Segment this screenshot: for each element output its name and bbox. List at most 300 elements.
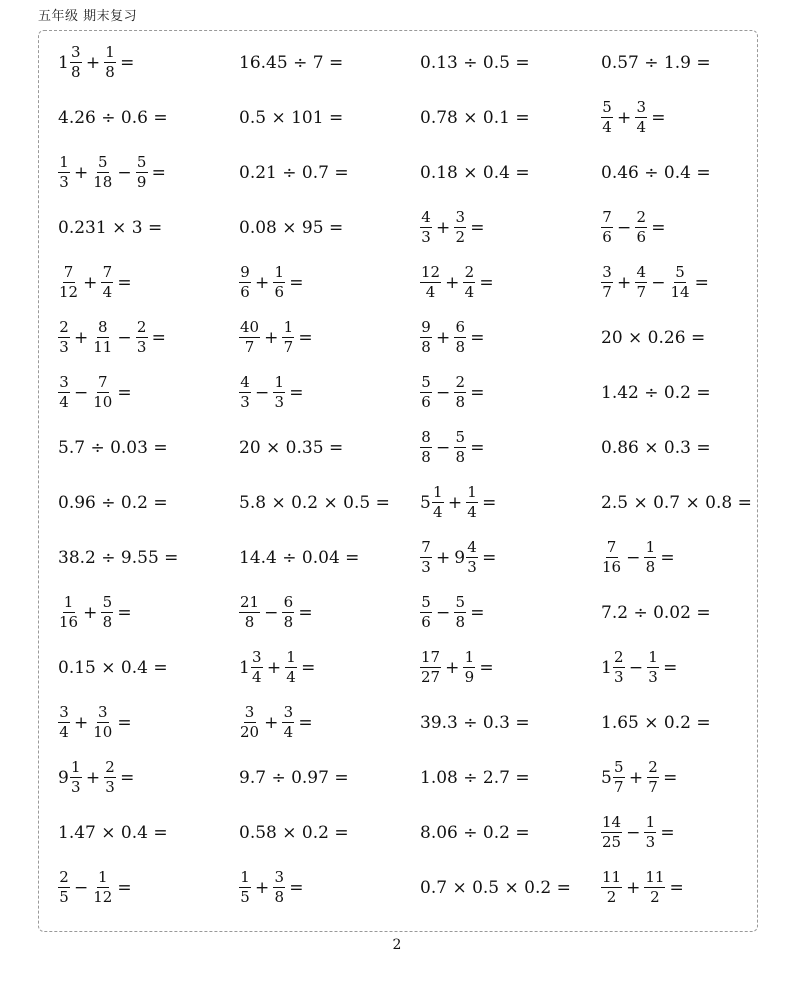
fraction [239, 319, 260, 357]
problem-cell [601, 145, 761, 200]
fraction-numerator: 3 [273, 869, 285, 888]
operator: = [470, 327, 485, 348]
problem-cell [420, 640, 601, 695]
problem-cell [58, 255, 239, 310]
fraction-numerator: 1 [432, 484, 444, 503]
fraction [647, 759, 659, 797]
expression-text: 1.42 ÷ 0.2 = [601, 382, 711, 403]
whole-number: 5 [601, 767, 612, 788]
operator: + [266, 657, 282, 678]
expression-text: 1.47 × 0.4 = [58, 822, 168, 843]
fraction-denominator: 3 [614, 668, 624, 686]
fraction [273, 374, 285, 412]
fraction [92, 374, 113, 412]
operator: = [289, 877, 304, 898]
fraction [420, 374, 432, 412]
fraction-denominator: 16 [59, 613, 79, 631]
operator: − [74, 382, 89, 403]
fraction-denominator: 12 [93, 888, 113, 906]
fraction-denominator: 8 [455, 338, 466, 356]
header-title: 五年级 期末复习 [38, 9, 138, 24]
operator: − [436, 602, 451, 623]
fraction [282, 594, 294, 632]
fraction-numerator: 2 [647, 759, 659, 778]
fraction-denominator: 4 [286, 668, 296, 686]
operator: + [445, 272, 460, 293]
fraction-numerator: 2 [613, 649, 625, 668]
fraction [70, 759, 82, 797]
fraction [58, 319, 70, 357]
expression-text: 0.96 ÷ 0.2 = [58, 492, 168, 513]
operator: = [663, 767, 678, 788]
problem-cell [239, 90, 420, 145]
expression-text: 0.13 ÷ 0.5 = [420, 52, 530, 73]
problem-cell [420, 475, 601, 530]
fraction-numerator: 1 [104, 44, 116, 63]
fraction-numerator: 1 [644, 539, 656, 558]
operator: + [74, 162, 89, 183]
operator: + [436, 327, 451, 348]
fraction-numerator: 2 [58, 319, 70, 338]
problem-cell [58, 695, 239, 750]
operator: − [264, 602, 279, 623]
fraction-denominator: 8 [421, 448, 431, 466]
problem-cell [239, 310, 420, 365]
expression-text: 0.86 × 0.3 = [601, 437, 711, 458]
fraction-denominator: 6 [602, 228, 612, 246]
fraction [101, 594, 113, 632]
fraction-numerator: 4 [239, 374, 251, 393]
problem-cell [420, 585, 601, 640]
fraction-numerator: 3 [58, 374, 70, 393]
fraction-numerator: 8 [420, 429, 432, 448]
fraction-denominator: 8 [421, 338, 431, 356]
operator: − [651, 272, 666, 293]
problem-cell [239, 530, 420, 585]
operator: = [120, 767, 135, 788]
fraction [58, 594, 79, 632]
fraction-denominator: 3 [136, 338, 147, 356]
operator: + [83, 272, 98, 293]
operator: − [255, 382, 270, 403]
operator: = [470, 437, 485, 458]
fraction [58, 154, 70, 192]
expression-text: 9.7 ÷ 0.97 = [239, 767, 349, 788]
fraction-numerator: 1 [647, 649, 659, 668]
whole-number: 1 [239, 657, 250, 678]
operator: = [651, 107, 666, 128]
operator: = [117, 602, 132, 623]
fraction-numerator: 1 [239, 869, 251, 888]
fraction [285, 649, 297, 687]
fraction [420, 649, 441, 687]
fraction-numerator: 5 [101, 594, 113, 613]
problem-cell [58, 310, 239, 365]
operator: = [660, 822, 675, 843]
fraction-denominator: 7 [602, 283, 612, 301]
fraction-numerator: 1 [644, 814, 656, 833]
fraction [282, 319, 294, 357]
fraction-denominator: 3 [105, 778, 115, 796]
problem-cell [58, 640, 239, 695]
fraction-numerator: 5 [420, 594, 432, 613]
fraction-numerator: 1 [273, 374, 285, 393]
fraction [647, 649, 659, 687]
problem-cell [420, 805, 601, 860]
operator: = [298, 602, 313, 623]
problem-cell [420, 310, 601, 365]
fraction-numerator: 4 [635, 264, 647, 283]
operator: + [264, 712, 279, 733]
operator: + [255, 272, 270, 293]
fraction-denominator: 18 [93, 173, 113, 191]
fraction-numerator: 1 [282, 319, 294, 338]
problem-cell [58, 420, 239, 475]
problem-cell [58, 365, 239, 420]
fraction-denominator: 3 [274, 393, 285, 411]
fraction [635, 264, 647, 302]
problem-cell [239, 640, 420, 695]
problem-cell [239, 860, 420, 915]
fraction [644, 814, 656, 852]
fraction-denominator: 3 [421, 558, 431, 576]
fraction [58, 374, 70, 412]
problem-cell [239, 365, 420, 420]
problem-cell [601, 475, 761, 530]
expression-text: 16.45 ÷ 7 = [239, 52, 344, 73]
fraction-numerator: 40 [239, 319, 260, 338]
fraction [613, 759, 625, 797]
fraction [463, 264, 475, 302]
expression-text: 0.5 × 101 = [239, 107, 344, 128]
fraction-denominator: 14 [670, 283, 690, 301]
problem-cell [58, 860, 239, 915]
fraction-numerator: 1 [285, 649, 297, 668]
fraction-numerator: 17 [420, 649, 441, 668]
fraction [282, 704, 294, 742]
problem-cell [239, 475, 420, 530]
page-number: 2 [392, 937, 402, 953]
whole-number: 9 [454, 547, 466, 568]
fraction-denominator: 25 [602, 833, 622, 851]
fraction-numerator: 5 [674, 264, 686, 283]
fraction-denominator: 12 [59, 283, 79, 301]
fraction [635, 209, 647, 247]
operator: − [617, 217, 632, 238]
operator: = [482, 547, 497, 568]
problem-cell [58, 750, 239, 805]
fraction-numerator: 2 [58, 869, 70, 888]
fraction-numerator: 4 [466, 539, 478, 558]
fraction-numerator: 12 [420, 264, 441, 283]
fraction-denominator: 10 [93, 723, 113, 741]
fraction [92, 154, 113, 192]
fraction [635, 99, 647, 137]
fraction [92, 704, 113, 742]
fraction-denominator: 6 [636, 228, 647, 246]
expression-text: 0.08 × 95 = [239, 217, 344, 238]
fraction-denominator: 4 [252, 668, 262, 686]
fraction-denominator: 8 [455, 448, 466, 466]
whole-number: 1 [601, 657, 612, 678]
operator: = [298, 712, 313, 733]
operator: = [117, 272, 132, 293]
problem-cell [601, 255, 761, 310]
fraction [601, 209, 613, 247]
fraction [239, 374, 251, 412]
fraction-numerator: 6 [282, 594, 294, 613]
operator: + [445, 657, 460, 678]
fraction-denominator: 8 [274, 888, 285, 906]
operator: + [83, 602, 98, 623]
fraction-denominator: 3 [240, 393, 250, 411]
operator: − [117, 162, 132, 183]
problem-cell [420, 35, 601, 90]
expression-text: 8.06 ÷ 0.2 = [420, 822, 530, 843]
fraction [432, 484, 444, 522]
operator: − [626, 547, 641, 568]
operator: = [301, 657, 316, 678]
fraction [601, 814, 622, 852]
fraction-numerator: 2 [454, 374, 466, 393]
fraction [644, 869, 665, 907]
fraction [58, 704, 70, 742]
fraction [101, 264, 113, 302]
operator: = [117, 877, 132, 898]
expression-text: 14.4 ÷ 0.04 = [239, 547, 360, 568]
operator: + [626, 877, 641, 898]
fraction [420, 319, 432, 357]
fraction-denominator: 3 [648, 668, 658, 686]
operator: = [482, 492, 497, 513]
operator: − [628, 657, 644, 678]
fraction-denominator: 8 [283, 613, 294, 631]
problem-cell [239, 35, 420, 90]
operator: = [117, 712, 132, 733]
fraction [420, 429, 432, 467]
fraction-denominator: 2 [455, 228, 466, 246]
fraction [251, 649, 263, 687]
expression-text: 4.26 ÷ 0.6 = [58, 107, 168, 128]
fraction-denominator: 3 [645, 833, 656, 851]
problem-cell [420, 365, 601, 420]
fraction-numerator: 3 [244, 704, 256, 723]
fraction-numerator: 1 [463, 649, 475, 668]
expression-text: 39.3 ÷ 0.3 = [420, 712, 530, 733]
fraction-numerator: 1 [273, 264, 285, 283]
fraction-numerator: 3 [58, 704, 70, 723]
fraction [104, 44, 116, 82]
problem-cell [58, 35, 239, 90]
problem-cell [58, 475, 239, 530]
fraction-numerator: 11 [601, 869, 622, 888]
problem-cell [420, 145, 601, 200]
fraction-numerator: 5 [420, 374, 432, 393]
fraction-numerator: 3 [251, 649, 263, 668]
fraction-numerator: 1 [58, 154, 70, 173]
problem-cell [420, 750, 601, 805]
expression-text: 1.65 × 0.2 = [601, 712, 711, 733]
operator: = [470, 217, 485, 238]
operator: = [479, 272, 494, 293]
expression-text: 5.8 × 0.2 × 0.5 = [239, 492, 390, 513]
fraction-denominator: 3 [467, 558, 477, 576]
fraction [463, 649, 475, 687]
operator: + [436, 217, 451, 238]
operator: = [694, 272, 709, 293]
operator: = [669, 877, 684, 898]
fraction-numerator: 3 [70, 44, 82, 63]
fraction-denominator: 6 [421, 613, 431, 631]
fraction-numerator: 9 [420, 319, 432, 338]
fraction [420, 209, 432, 247]
fraction-numerator: 2 [635, 209, 647, 228]
fraction [136, 319, 148, 357]
fraction [70, 44, 82, 82]
problem-cell [58, 200, 239, 255]
fraction-denominator: 4 [283, 723, 294, 741]
fraction [58, 264, 79, 302]
fraction-denominator: 8 [455, 613, 466, 631]
fraction-denominator: 8 [102, 613, 113, 631]
problem-cell [239, 695, 420, 750]
expression-text: 20 × 0.35 = [239, 437, 344, 458]
fraction [454, 594, 466, 632]
fraction-denominator: 4 [467, 503, 477, 521]
expression-text: 0.57 ÷ 1.9 = [601, 52, 711, 73]
fraction-denominator: 7 [636, 283, 647, 301]
page-header [38, 5, 137, 24]
operator: + [628, 767, 644, 788]
whole-number: 5 [420, 492, 431, 513]
fraction [644, 539, 656, 577]
fraction-numerator: 5 [454, 594, 466, 613]
problem-cell [420, 420, 601, 475]
operator: + [436, 547, 451, 568]
fraction [136, 154, 148, 192]
problem-cell [601, 35, 761, 90]
fraction-denominator: 5 [240, 888, 250, 906]
operator: − [117, 327, 132, 348]
problem-cell [58, 145, 239, 200]
fraction-numerator: 3 [635, 99, 647, 118]
whole-number: 9 [58, 767, 69, 788]
problem-cell [239, 585, 420, 640]
fraction-numerator: 1 [70, 759, 82, 778]
fraction-numerator: 6 [454, 319, 466, 338]
fraction-denominator: 8 [645, 558, 656, 576]
problem-cell [601, 750, 761, 805]
fraction-numerator: 3 [454, 209, 466, 228]
fraction-denominator: 7 [283, 338, 294, 356]
fraction [58, 869, 70, 907]
fraction-numerator: 2 [104, 759, 116, 778]
problem-cell [239, 420, 420, 475]
problem-cell [601, 310, 761, 365]
operator: + [85, 767, 101, 788]
fraction-numerator: 5 [454, 429, 466, 448]
fraction-numerator: 5 [613, 759, 625, 778]
fraction [601, 869, 622, 907]
operator: + [85, 52, 101, 73]
fraction-denominator: 8 [244, 613, 255, 631]
fraction-numerator: 1 [466, 484, 478, 503]
expression-text: 0.46 ÷ 0.4 = [601, 162, 711, 183]
fraction [239, 264, 251, 302]
fraction-denominator: 6 [421, 393, 431, 411]
expression-text: 0.78 × 0.1 = [420, 107, 530, 128]
fraction-numerator: 7 [97, 374, 109, 393]
fraction-denominator: 7 [648, 778, 658, 796]
fraction-numerator: 2 [463, 264, 475, 283]
expression-text: 1.08 ÷ 2.7 = [420, 767, 530, 788]
fraction-denominator: 4 [602, 118, 612, 136]
problem-cell [601, 585, 761, 640]
fraction-denominator: 3 [59, 173, 69, 191]
fraction-denominator: 8 [105, 63, 115, 81]
fraction [239, 704, 260, 742]
operator: − [436, 437, 451, 458]
fraction-denominator: 4 [425, 283, 436, 301]
fraction-numerator: 5 [601, 99, 613, 118]
fraction-denominator: 4 [464, 283, 475, 301]
fraction-denominator: 9 [136, 173, 147, 191]
expression-text: 0.15 × 0.4 = [58, 657, 168, 678]
operator: = [651, 217, 666, 238]
fraction-denominator: 4 [59, 723, 69, 741]
expression-text: 38.2 ÷ 9.55 = [58, 547, 179, 568]
fraction-denominator: 6 [240, 283, 250, 301]
fraction [454, 374, 466, 412]
fraction [670, 264, 691, 302]
expression-text: 2.5 × 0.7 × 0.8 = [601, 492, 752, 513]
operator: = [117, 382, 132, 403]
problems-grid [58, 35, 761, 915]
fraction-numerator: 7 [420, 539, 432, 558]
fraction [92, 869, 113, 907]
fraction [601, 264, 613, 302]
fraction-numerator: 3 [282, 704, 294, 723]
operator: = [470, 382, 485, 403]
problem-cell [420, 255, 601, 310]
fraction-denominator: 8 [71, 63, 81, 81]
fraction [454, 209, 466, 247]
operator: = [289, 272, 304, 293]
fraction-denominator: 10 [93, 393, 113, 411]
fraction [92, 319, 113, 357]
problem-cell [601, 640, 761, 695]
fraction-numerator: 5 [97, 154, 109, 173]
problem-cell [420, 860, 601, 915]
expression-text: 7.2 ÷ 0.02 = [601, 602, 711, 623]
expression-text: 0.18 × 0.4 = [420, 162, 530, 183]
problem-cell [239, 255, 420, 310]
problem-cell [58, 585, 239, 640]
fraction-numerator: 8 [97, 319, 109, 338]
fraction [454, 429, 466, 467]
fraction-denominator: 3 [421, 228, 431, 246]
problem-cell [420, 90, 601, 145]
expression-text: 0.21 ÷ 0.7 = [239, 162, 349, 183]
operator: = [479, 657, 494, 678]
fraction-numerator: 21 [239, 594, 260, 613]
fraction [466, 484, 478, 522]
expression-text: 0.58 × 0.2 = [239, 822, 349, 843]
fraction [613, 649, 625, 687]
fraction [420, 264, 441, 302]
whole-number: 1 [58, 52, 69, 73]
fraction [601, 539, 622, 577]
